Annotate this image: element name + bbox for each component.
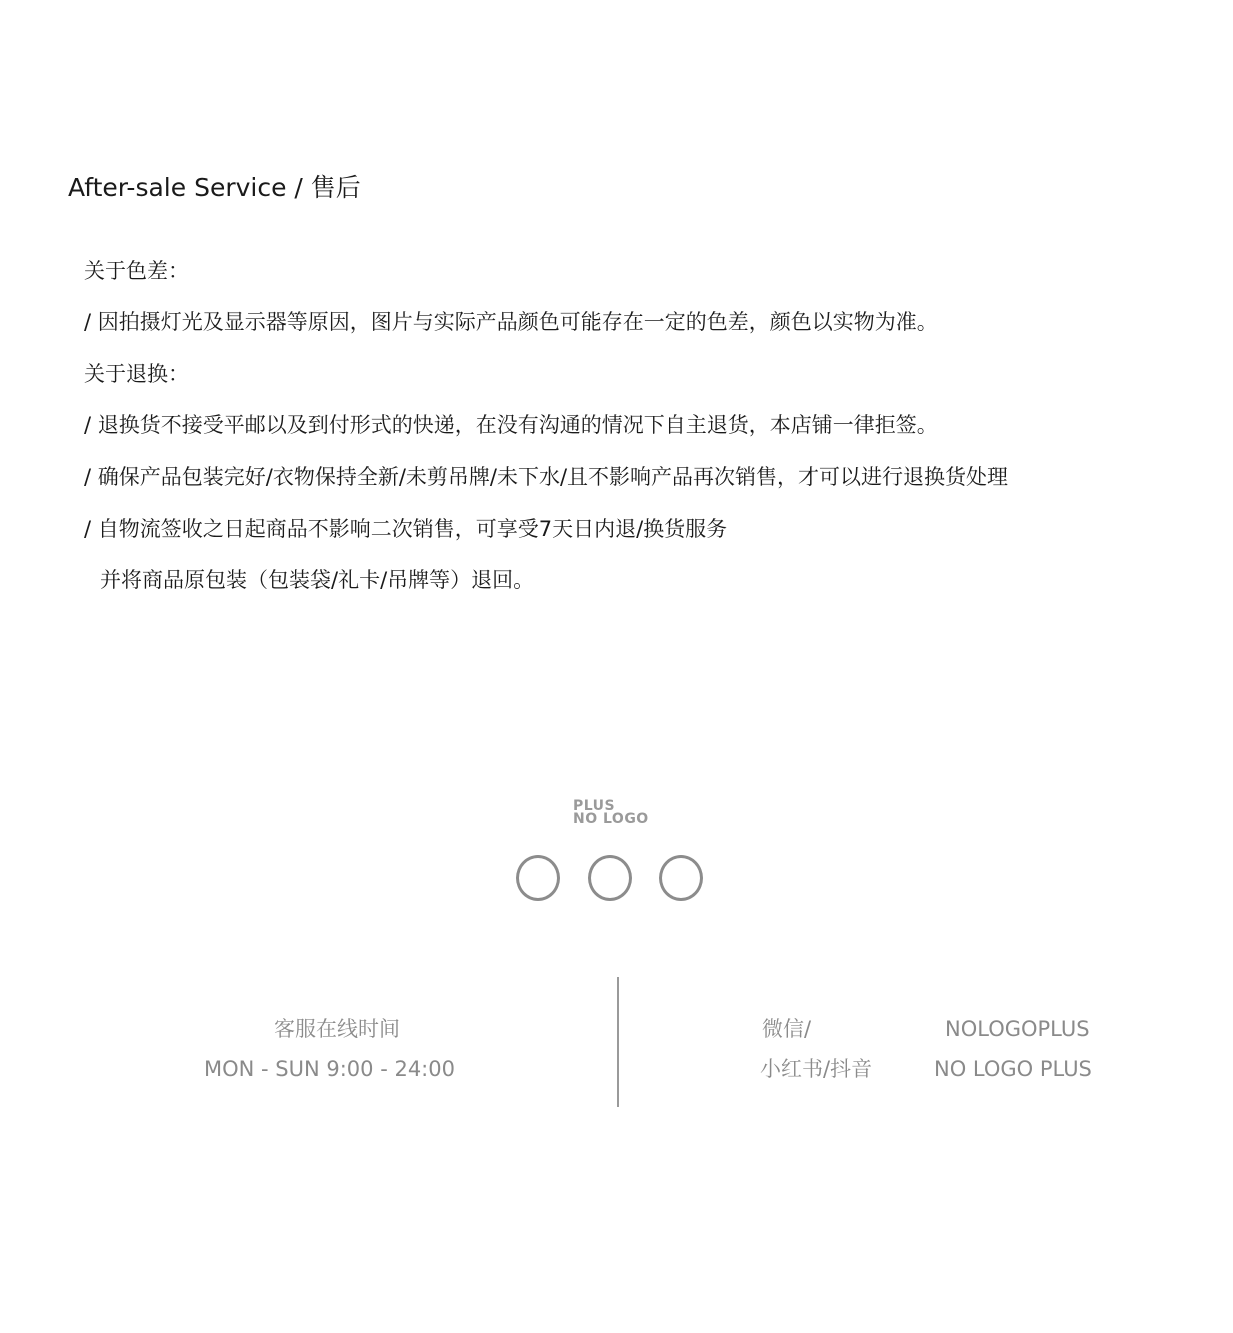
return-rule-3: / 自物流签收之日起商品不影响二次销售，可享受7天日内退/换货服务 xyxy=(84,517,728,541)
page-title: After-sale Service / 售后 xyxy=(68,173,361,202)
circle-icon xyxy=(659,855,703,901)
social-label-line2: 小红书/抖音 xyxy=(760,1057,873,1081)
return-rule-2: / 确保产品包装完好/衣物保持全新/未剪吊牌/未下水/且不影响产品再次销售，才可以进行退换货处理 xyxy=(84,465,1009,489)
return-rule-3-continued: 并将商品原包装（包装袋/礼卡/吊牌等）退回。 xyxy=(100,568,535,592)
social-account-line2: NO LOGO PLUS xyxy=(934,1057,1092,1081)
service-hours-value: MON - SUN 9:00 - 24:00 xyxy=(204,1057,455,1081)
social-account-line1: NOLOGOPLUS xyxy=(945,1017,1090,1041)
return-section-heading: 关于退换： xyxy=(84,362,189,386)
circle-icon xyxy=(516,855,560,901)
logo-line-1: PLUS xyxy=(573,798,616,814)
service-hours-label: 客服在线时间 xyxy=(274,1017,400,1041)
social-label-line1: 微信/ xyxy=(762,1017,812,1041)
footer-divider xyxy=(617,977,619,1107)
brand-logo xyxy=(573,800,663,826)
return-rule-1: / 退换货不接受平邮以及到付形式的快递，在没有沟通的情况下自主退货，本店铺一律拒签。 xyxy=(84,413,938,437)
logo-line-2: NO LOGO xyxy=(573,811,649,827)
color-notice-text: / 因拍摄灯光及显示器等原因，图片与实际产品颜色可能存在一定的色差，颜色以实物为准。 xyxy=(84,310,938,334)
color-section-heading: 关于色差： xyxy=(84,259,189,283)
brand-circles xyxy=(514,855,714,907)
circle-icon xyxy=(588,855,632,901)
